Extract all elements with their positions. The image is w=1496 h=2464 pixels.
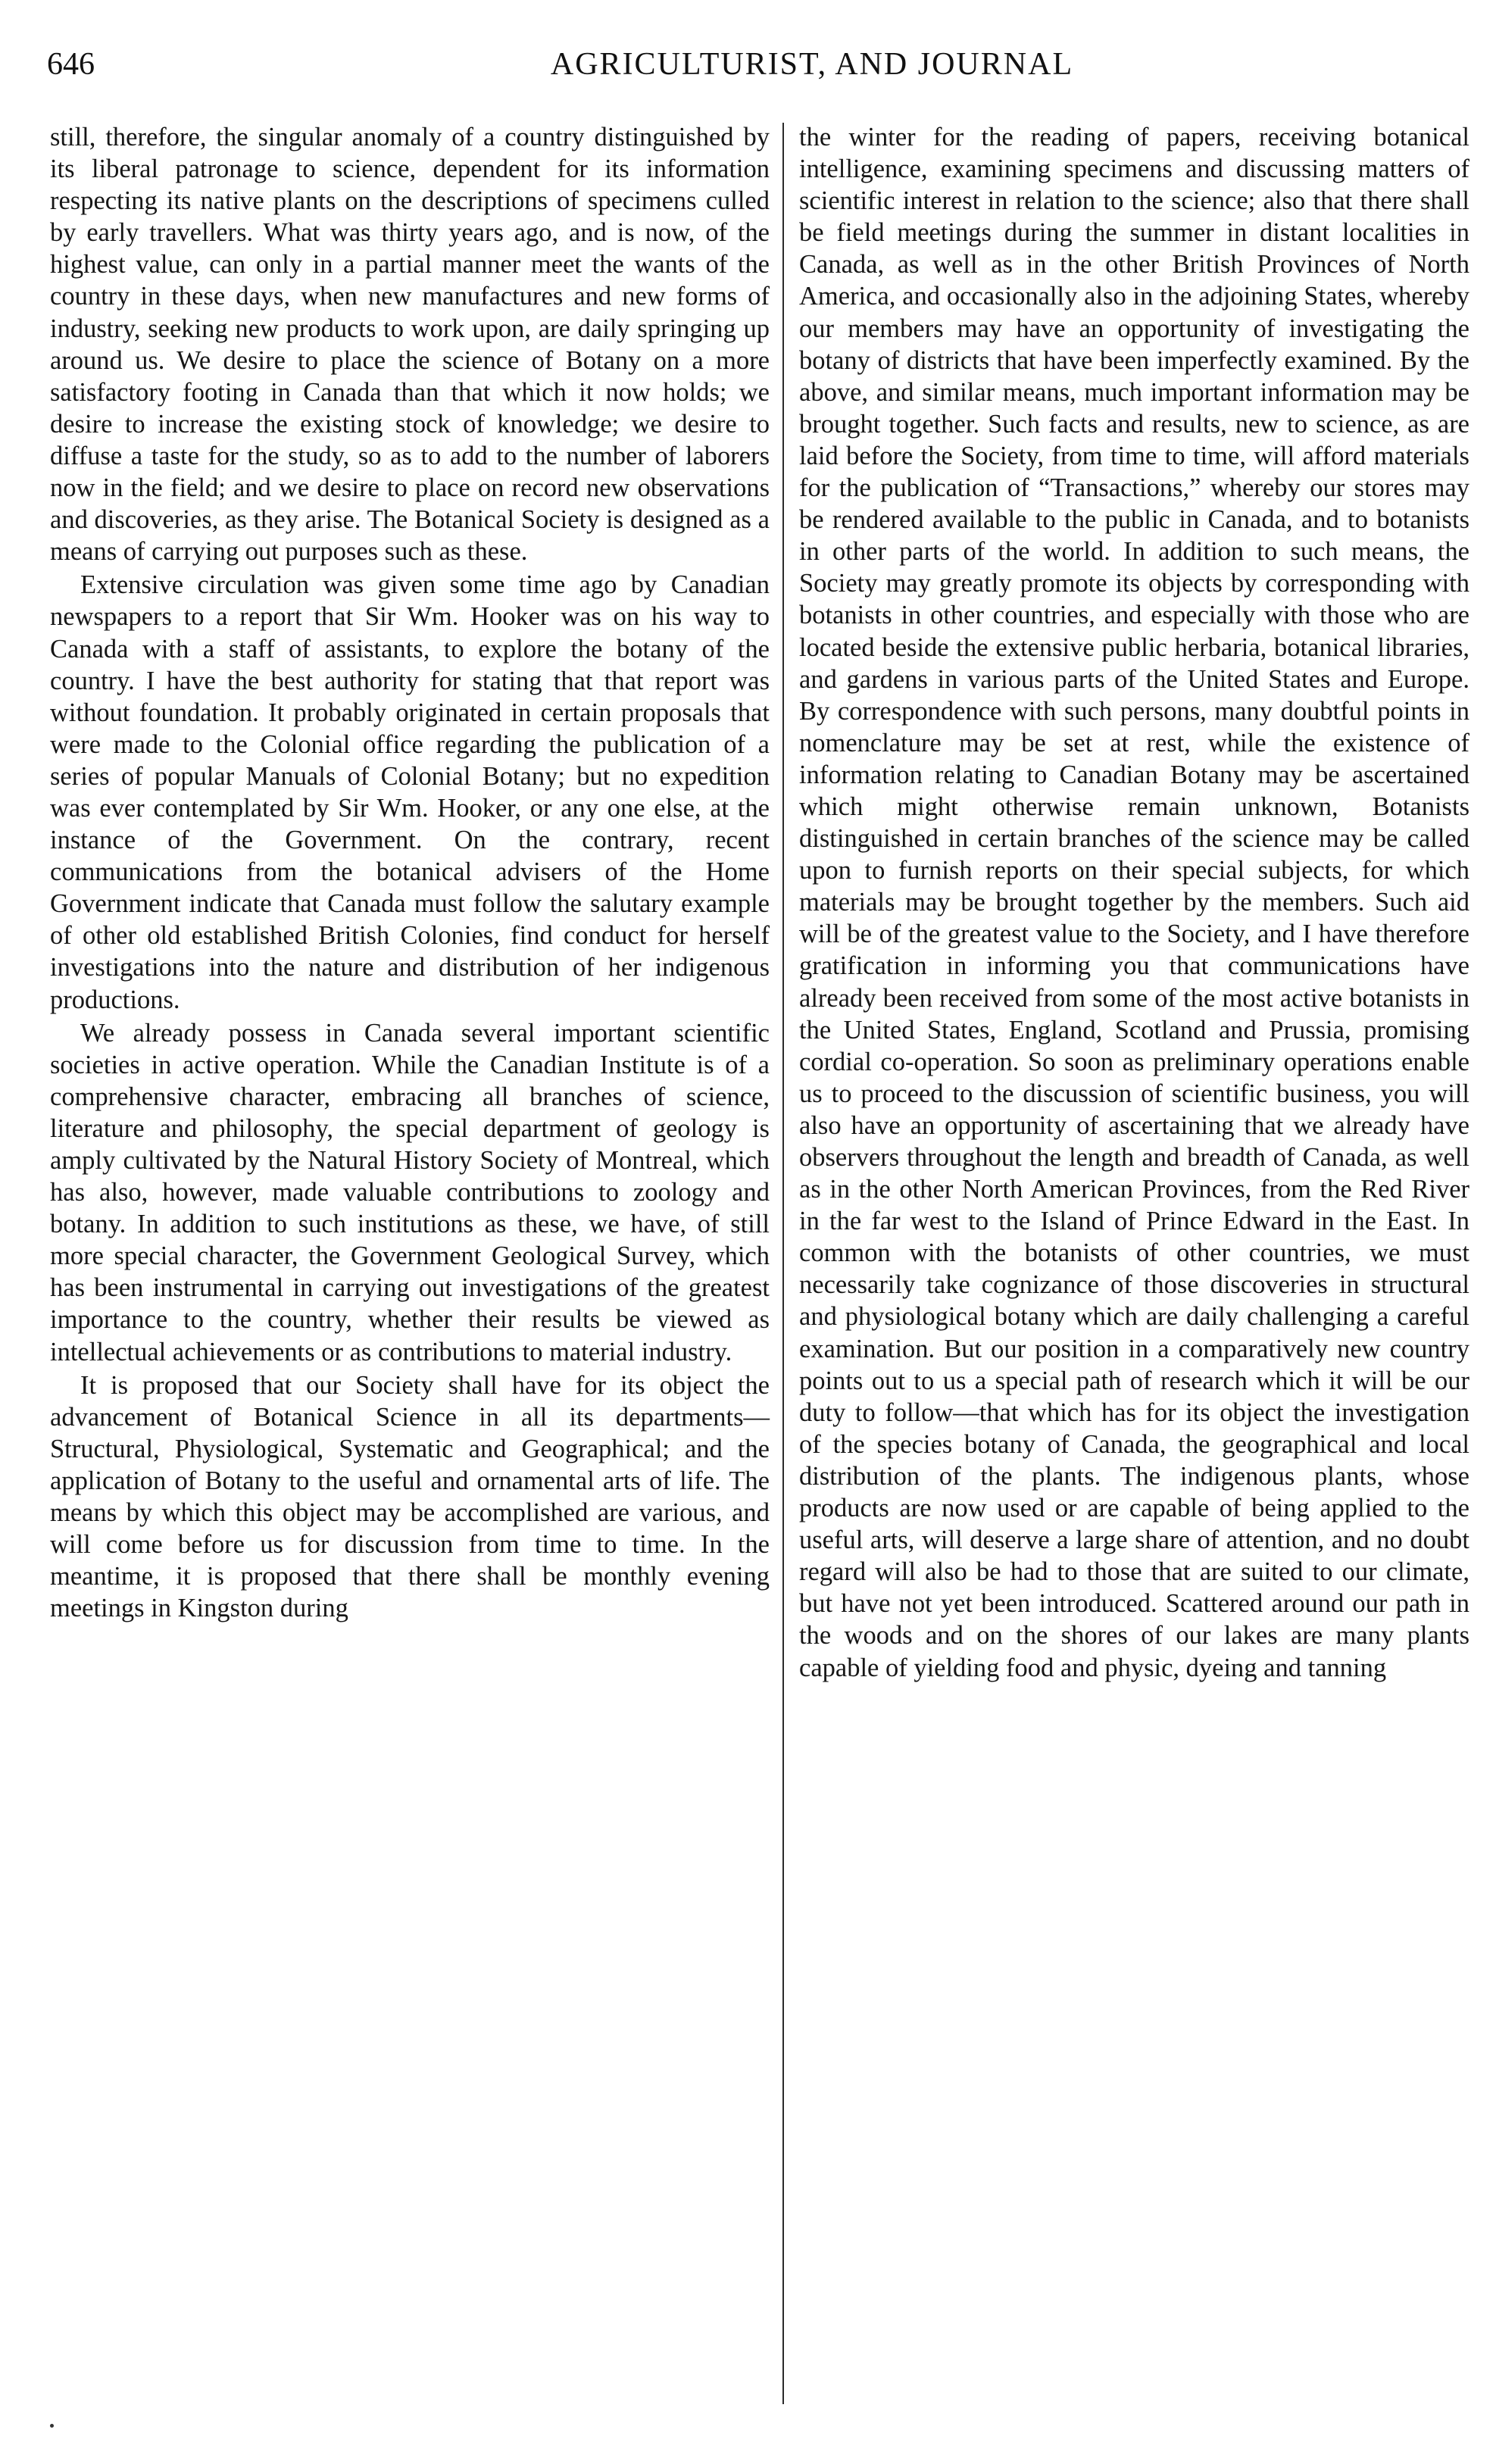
left-paragraph-2: Extensive circulation was given some time ago by Canadian newspapers to a report that Sir Wm. Hooker was on his way to Canada with a staff of assistants, to explore the botany of the country. I have the best authority for stating that that report was without foundation. It probably originated in certain proposals that were made to the Colonial office regarding the publication of a series of popular Manuals of Colonial Botany; but no expedition was ever contemplated by Sir Wm. Hooker, or any one else, at the instance of the Government. On the contrary, recent communications from the botanical advisers of the Home Government indicate that Canada must follow the salutary example of other old established British Colonies, find conduct for herself investigations into the nature and distribution of her indigenous productions. [50,570,770,1014]
column-divider [782,123,784,2404]
left-column [50,121,770,1624]
page-number: 646 [47,47,95,82]
right-paragraph-1: the winter for the reading of papers, receiving botanical intelligence, examining specimens and discussing matters of scientific interest in relation to the science; also that there shall be field meetings during the summer in distant localities in Canada, as well as in the other British Provinces of North America, and occasionally also in the adjoining States, whereby our members may have an opportunity of investigating the botany of districts that have been imperfectly examined. By the above, and similar means, much important information may be brought together. Such facts and results, new to science, as are laid before the Society, from time to time, will afford materials for the publication of “Transactions,” whereby our stores may be rendered available to the public in Canada, and to botanists in other parts of the world. In addition to such means, the Society may greatly promote its objects by corresponding with botanists in other countries, and especially with those who are located beside the extensive public herbaria, botanical libraries, and gardens in various parts of the United States and Europe. By correspondence with such persons, many doubtful points in nomenclature may be set at rest, while the existence of information relating to Canadian Botany may be ascertained which might otherwise remain unknown, Botanists distinguished in certain branches of the science may be called upon to furnish reports on their special subjects, for which materials may be brought together by the members. Such aid will be of the greatest value to the Society, and I have therefore gratification in informing you that communications have already been received from some of the most active botanists in the United States, England, Scotland and Prussia, promising cordial co-operation. So soon as preliminary operations enable us to proceed to the discussion of scientific business, you will also have an opportunity of ascertaining that we already have observers throughout the length and breadth of Canada, as well as in the other North American Provinces, from the Red River in the far west to the Island of Prince Edward in the East. In common with the botanists of other countries, we must necessarily take cognizance of those discoveries in structural and physiological botany which are daily challenging a careful examination. But our position in a comparatively new country points out to us a special path of research which it will be our duty to follow—that which has for its object the investigation of the species botany of Canada, the geographical and local distribution of the plants. The indigenous plants, whose products are now used or are capable of being applied to the useful arts, will deserve a large share of attention, and no doubt regard will also be had to those that are suited to our climate, but have not yet been introduced. Scattered around our path in the woods and on the shores of our lakes are many plants capable of yielding food and physic, dyeing and tanning [799,123,1469,1682]
left-paragraph-3: We already possess in Canada several important scientific societies in active operation. While the Canadian Institute is of a comprehensive character, embracing all branches of science, literature and philosophy, the special department of geology is amply cultivated by the Natural History Society of Montreal, which has also, however, made valuable contributions to zoology and botany. In addition to such institutions as these, we have, of still more special character, the Government Geological Survey, which has been instrumental in carrying out investigations of the greatest importance to the country, whether their results be viewed as intellectual achievements or as contributions to material industry. [50,1018,770,1366]
left-paragraph-1: still, therefore, the singular anomaly of a country distinguished by its liberal patronage to science, dependent for its information respecting its native plants on the descriptions of specimens culled by early travellers. What was thirty years ago, and is now, of the highest value, can only in a partial manner meet the wants of the country in these days, when new manufactures and new forms of industry, seeking new products to work upon, are daily springing up around us. We desire to place the science of Botany on a more satisfactory footing in Canada than that which it now holds; we desire to increase the existing stock of knowledge; we desire to diffuse a taste for the study, so as to add to the number of laborers now in the field; and we desire to place on record new observations and discoveries, as they arise. The Botanical Society is designed as a means of carrying out purposes such as these. [50,123,770,567]
scan-mark [50,2424,54,2428]
running-head: AGRICULTURIST, AND JOURNAL [550,47,1074,82]
page-header [47,39,1448,92]
left-paragraph-4: It is proposed that our Society shall have for its object the advancement of Botanical Science in all its departments—Structural, Physiological, Systematic and Geographical; and the application of Botany to the useful and ornamental arts of life. The means by which this object may be accomplished are various, and will come before us for discussion from time to time. In the meantime, it is proposed that there shall be monthly evening meetings in Kingston during [50,1370,770,1623]
right-column [799,121,1469,1684]
